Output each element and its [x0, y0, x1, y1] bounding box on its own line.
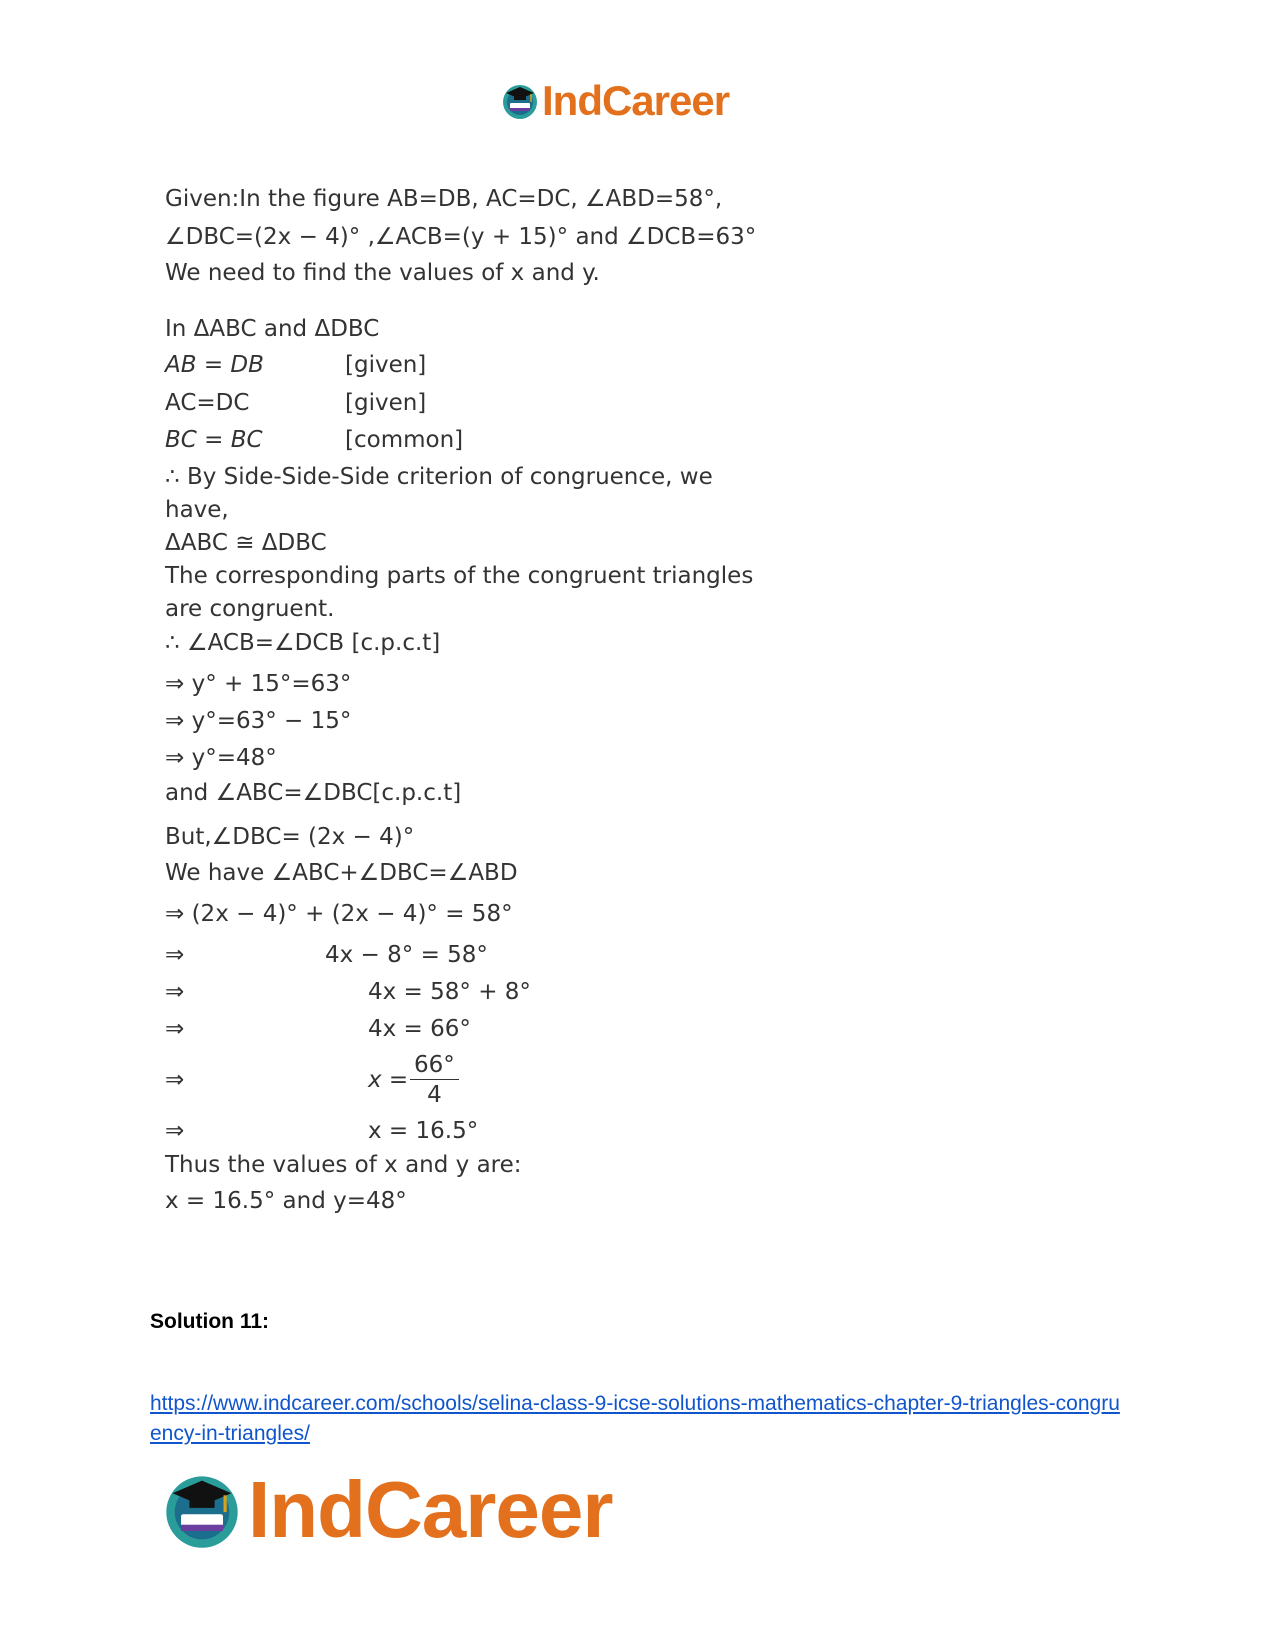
given-line-2: ∠DBC=(2x − 4)° ,∠ACB=(y + 15)° and ∠DCB=63° — [165, 224, 757, 250]
answer-line: x = 16.5° and y=48° — [165, 1188, 407, 1214]
cpct-line-2: are congruent. — [165, 596, 335, 622]
statement-3-left: BC = BC — [165, 427, 263, 453]
footer-logo — [160, 1465, 613, 1554]
x-step-4: 4x = 66° — [368, 1016, 471, 1042]
fraction-numerator: 66° — [410, 1052, 459, 1080]
graduation-cap-icon — [500, 81, 540, 121]
y-step-1: ⇒ y° + 15°=63° — [165, 671, 352, 697]
sss-line-2: have, — [165, 497, 229, 523]
congruence-line: ΔABC ≅ ΔDBC — [165, 530, 327, 556]
solution-heading: Solution 11: — [150, 1310, 270, 1333]
acb-equality-line: ∴ ∠ACB=∠DCB [c.p.c.t] — [165, 630, 441, 656]
statement-1-left: AB = DB — [165, 352, 264, 378]
x-step-6-arrow: ⇒ — [165, 1118, 185, 1144]
sss-line-1: ∴ By Side-Side-Side criterion of congruence, we — [165, 464, 713, 490]
footer-logo-text: IndCareer — [248, 1465, 613, 1554]
x-step-3: 4x = 58° + 8° — [368, 979, 531, 1005]
x-step-2-arrow: ⇒ — [165, 942, 185, 968]
graduation-cap-icon — [160, 1468, 244, 1552]
x-step-5-arrow: ⇒ — [165, 1067, 185, 1093]
header-logo — [500, 77, 730, 124]
dbc-value-line: But,∠DBC= (2x − 4)° — [165, 824, 415, 850]
header-logo-text: IndCareer — [542, 77, 730, 124]
statement-3-reason: [common] — [345, 427, 464, 453]
cpct-line-1: The corresponding parts of the congruent triangles — [165, 563, 754, 589]
statement-1-reason: [given] — [345, 352, 427, 378]
y-step-3: ⇒ y°=48° — [165, 745, 277, 771]
abc-equality-line: and ∠ABC=∠DBC[c.p.c.t] — [165, 780, 462, 806]
x-step-1: ⇒ (2x − 4)° + (2x − 4)° = 58° — [165, 901, 513, 927]
angle-sum-line: We have ∠ABC+∠DBC=∠ABD — [165, 860, 518, 886]
x-step-6: x = 16.5° — [368, 1118, 479, 1144]
statement-2-reason: [given] — [345, 390, 427, 416]
fraction-denominator: 4 — [427, 1082, 442, 1108]
y-step-2: ⇒ y°=63° − 15° — [165, 708, 352, 734]
source-link[interactable]: https://www.indcareer.com/schools/selina-class-9-icse-solutions-mathematics-chapter-9-triangles-congruency-in-triangles/ — [150, 1392, 1120, 1445]
conclusion-line: Thus the values of x and y are: — [165, 1152, 522, 1178]
x-step-3-arrow: ⇒ — [165, 979, 185, 1005]
x-step-4-arrow: ⇒ — [165, 1016, 185, 1042]
x-step-2: 4x − 8° = 58° — [325, 942, 488, 968]
x-step-5-lhs: x = — [368, 1067, 409, 1093]
x-step-5-fraction — [410, 1052, 459, 1108]
statement-2-left: AC=DC — [165, 390, 250, 416]
given-line-1: Given:In the figure AB=DB, AC=DC, ∠ABD=58°, — [165, 186, 723, 212]
given-line-3: We need to find the values of x and y. — [165, 260, 600, 286]
triangles-line: In ΔABC and ΔDBC — [165, 316, 380, 342]
